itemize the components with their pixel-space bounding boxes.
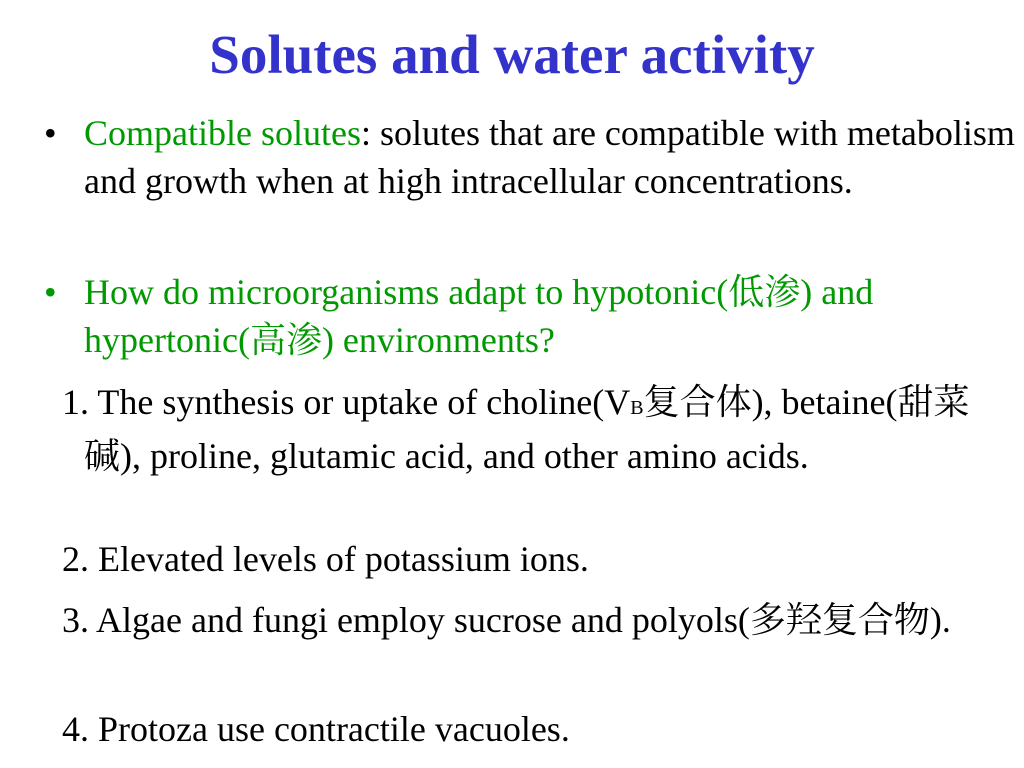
point-1-synthesis xyxy=(62,378,1012,480)
bullet-marker: • xyxy=(44,272,57,312)
bullet-adaptation-question xyxy=(40,268,1015,364)
bullet-compatible-solutes xyxy=(40,109,1015,205)
point-2-potassium: 2. Elevated levels of potassium ions. xyxy=(62,539,589,579)
compatible-solutes-term: Compatible solutes xyxy=(84,113,361,153)
adaptation-question-text: How do microorganisms adapt to hypotonic(低渗) and hypertonic(高渗) environments? xyxy=(84,272,874,360)
point-3-algae-fungi: 3. Algae and fungi employ sucrose and polyols(多羟复合物). xyxy=(62,600,951,640)
point-1-text-end: 复合体), betaine(甜菜碱), proline, glutamic acid, and other amino acids. xyxy=(84,382,970,476)
compatible-solutes-definition: : solutes that are compatible with metabolism and growth when at high intracellular concentrations. xyxy=(84,113,1015,201)
point-4-protozoa: 4. Protoza use contractile vacuoles. xyxy=(62,709,570,749)
point-1-text-start: 1. The synthesis or uptake of choline(V xyxy=(62,382,631,422)
slide-title: Solutes and water activity xyxy=(209,24,815,85)
point-1-subscript: B xyxy=(630,397,644,419)
bullet-marker: • xyxy=(44,113,57,153)
